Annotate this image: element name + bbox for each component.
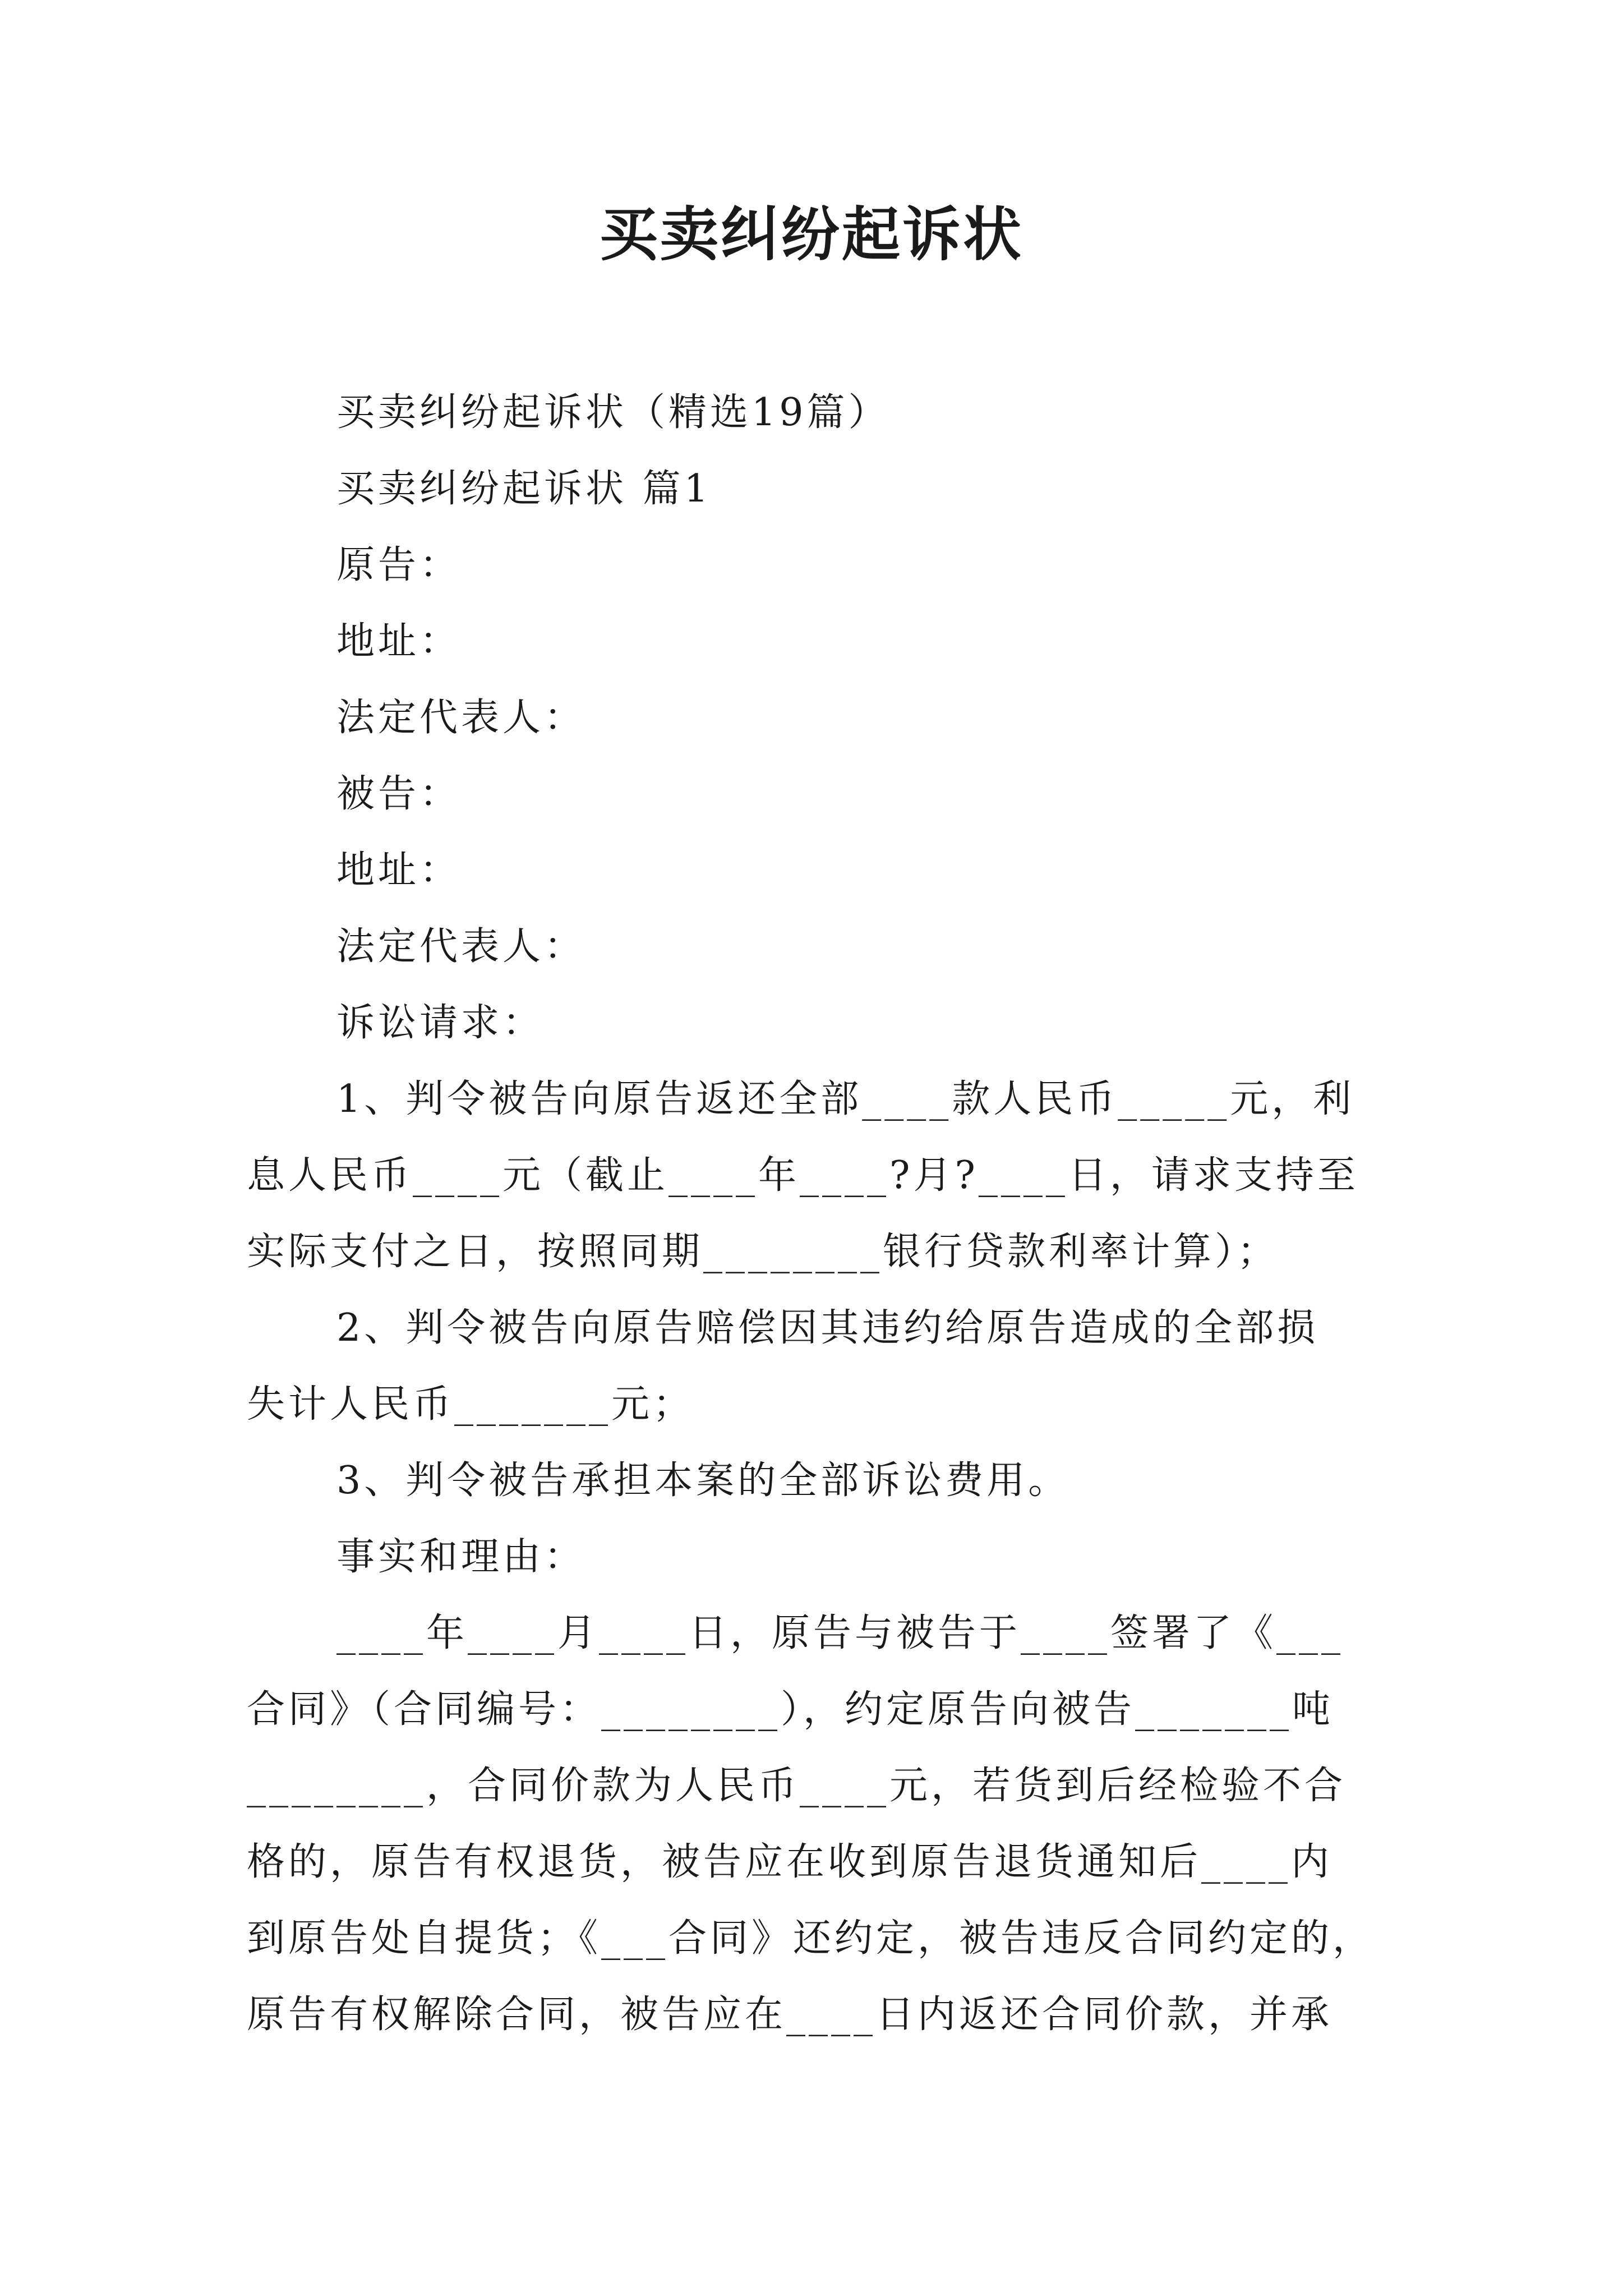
facts-line-5: 到原告处自提货；《___合同》还约定，被告违反合同约定的， [247,1916,1375,1961]
plaintiff-address: 地址： [336,619,462,664]
claim-1-line-3: 实际支付之日，按照同期________银行贷款利率计算）； [247,1230,1279,1274]
defendant-address: 地址： [336,848,462,892]
facts-line-2: 合同》（合同编号：________），约定原告向被告_______吨 [247,1687,1334,1732]
claims-heading: 诉讼请求： [336,1001,545,1045]
defendant-rep: 法定代表人： [336,924,586,969]
claim-1-line-2: 息人民币____元（截止____年____?月?____日，请求支持至 [247,1153,1359,1198]
section-heading: 买卖纠纷起诉状 篇1 [336,467,712,511]
claim-2-line-1: 2、判令被告向原告赔偿因其违约给原告造成的全部损 [336,1306,1319,1350]
facts-line-4: 格的，原告有权退货，被告应在收到原告退货通知后____内 [247,1840,1333,1884]
plaintiff-label: 原告： [336,543,462,587]
facts-line-1: ____年____月____日，原告与被告于____签署了《___ [336,1611,1344,1655]
claim-2-line-2: 失计人民币_______元； [247,1382,695,1427]
facts-heading: 事实和理由： [336,1535,586,1579]
document-title: 买卖纠纷起诉状 [599,200,1023,269]
claim-3-line: 3、判令被告承担本案的全部诉讼费用。 [336,1458,1070,1503]
defendant-label: 被告： [336,772,462,816]
claim-1-line-1: 1、判令被告向原告返还全部____款人民币_____元，利 [336,1077,1355,1121]
facts-line-3: ________，合同价款为人民币____元，若货到后经检验不合 [247,1764,1347,1808]
facts-line-6: 原告有权解除合同，被告应在____日内返还合同价款，并承 [247,1993,1333,2037]
plaintiff-rep: 法定代表人： [336,696,586,740]
subtitle-line: 买卖纠纷起诉状（精选19篇） [336,390,890,435]
